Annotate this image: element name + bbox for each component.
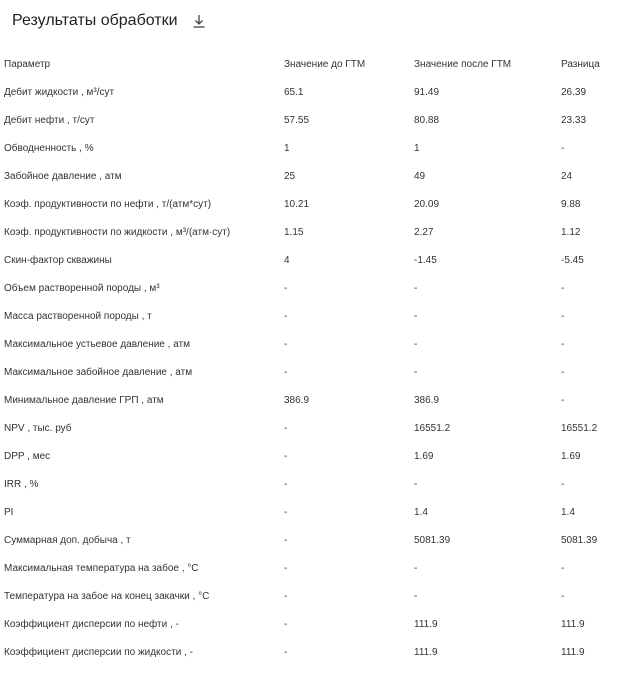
page-header bbox=[12, 12, 206, 30]
parameter-cell: Коэф. продуктивности по нефти , т/(атм*сут) bbox=[4, 198, 212, 210]
after-value-cell: 5081.39 bbox=[414, 534, 451, 546]
after-value-cell: - bbox=[414, 590, 418, 602]
parameter-cell: NPV , тыс. руб bbox=[4, 422, 72, 434]
after-value-cell: 111.9 bbox=[414, 646, 438, 658]
before-value-cell: - bbox=[284, 618, 288, 630]
table-row bbox=[0, 442, 641, 470]
after-value-cell: 80.88 bbox=[414, 114, 440, 126]
difference-cell: 9.88 bbox=[561, 198, 581, 210]
difference-cell: 24 bbox=[561, 170, 573, 182]
after-value-cell: 2.27 bbox=[414, 226, 434, 238]
before-value-cell: - bbox=[284, 310, 288, 322]
after-value-cell: -1.45 bbox=[414, 254, 437, 266]
before-value-cell: 4 bbox=[284, 254, 290, 266]
difference-cell: - bbox=[561, 142, 565, 154]
column-header-difference: Разница bbox=[561, 58, 600, 70]
parameter-cell: Коэффициент дисперсии по нефти , - bbox=[4, 618, 179, 630]
parameter-cell: Суммарная доп. добыча , т bbox=[4, 534, 131, 546]
parameter-cell: Масса растворенной породы , т bbox=[4, 310, 152, 322]
table-row bbox=[0, 106, 641, 134]
before-value-cell: 25 bbox=[284, 170, 296, 182]
parameter-cell: Обводненность , % bbox=[4, 142, 94, 154]
difference-cell: 1.69 bbox=[561, 450, 581, 462]
parameter-cell: PI bbox=[4, 506, 14, 518]
difference-cell: 26.39 bbox=[561, 86, 587, 98]
parameter-cell: Коэф. продуктивности по жидкости , м³/(атм·сут) bbox=[4, 226, 231, 238]
before-value-cell: 57.55 bbox=[284, 114, 310, 126]
table-row bbox=[0, 610, 641, 638]
difference-cell: 23.33 bbox=[561, 114, 587, 126]
results-table bbox=[0, 50, 641, 666]
after-value-cell: 16551.2 bbox=[414, 422, 451, 434]
parameter-cell: Максимальное забойное давление , атм bbox=[4, 366, 193, 378]
after-value-cell: 20.09 bbox=[414, 198, 440, 210]
after-value-cell: - bbox=[414, 282, 418, 294]
before-value-cell: - bbox=[284, 366, 288, 378]
parameter-cell: Минимальное давление ГРП , атм bbox=[4, 394, 164, 406]
before-value-cell: - bbox=[284, 478, 288, 490]
table-row bbox=[0, 554, 641, 582]
before-value-cell: - bbox=[284, 450, 288, 462]
difference-cell: 1.12 bbox=[561, 226, 581, 238]
difference-cell: - bbox=[561, 310, 565, 322]
table-row bbox=[0, 582, 641, 610]
table-row bbox=[0, 274, 641, 302]
parameter-cell: Объем растворенной породы , м³ bbox=[4, 282, 160, 294]
after-value-cell: - bbox=[414, 310, 418, 322]
difference-cell: - bbox=[561, 338, 565, 350]
difference-cell: 1.4 bbox=[561, 506, 575, 518]
after-value-cell: 91.49 bbox=[414, 86, 440, 98]
difference-cell: - bbox=[561, 562, 565, 574]
difference-cell: - bbox=[561, 394, 565, 406]
table-row bbox=[0, 358, 641, 386]
table-row bbox=[0, 498, 641, 526]
after-value-cell: - bbox=[414, 338, 418, 350]
parameter-cell: Забойное давление , атм bbox=[4, 170, 122, 182]
column-header-after: Значение после ГТМ bbox=[414, 58, 512, 70]
table-row bbox=[0, 78, 641, 106]
column-header-parameter: Параметр bbox=[4, 58, 51, 70]
before-value-cell: 65.1 bbox=[284, 86, 304, 98]
difference-cell: - bbox=[561, 366, 565, 378]
parameter-cell: Температура на забое на конец закачки , °C bbox=[4, 590, 210, 602]
after-value-cell: 386.9 bbox=[414, 394, 440, 406]
table-row bbox=[0, 638, 641, 666]
table-row bbox=[0, 526, 641, 554]
table-row bbox=[0, 246, 641, 274]
parameter-cell: Максимальное устьевое давление , атм bbox=[4, 338, 191, 350]
difference-cell: - bbox=[561, 282, 565, 294]
parameter-cell: Скин-фактор скважины bbox=[4, 254, 112, 266]
difference-cell: - bbox=[561, 478, 565, 490]
after-value-cell: - bbox=[414, 366, 418, 378]
before-value-cell: 386.9 bbox=[284, 394, 310, 406]
before-value-cell: 10.21 bbox=[284, 198, 310, 210]
parameter-cell: IRR , % bbox=[4, 478, 39, 490]
after-value-cell: 111.9 bbox=[414, 618, 438, 630]
difference-cell: 111.9 bbox=[561, 646, 585, 658]
before-value-cell: - bbox=[284, 562, 288, 574]
parameter-cell: Максимальная температура на забое , °C bbox=[4, 562, 199, 574]
after-value-cell: 1 bbox=[414, 142, 420, 154]
difference-cell: -5.45 bbox=[561, 254, 584, 266]
table-row bbox=[0, 470, 641, 498]
parameter-cell: Дебит жидкости , м³/сут bbox=[4, 86, 115, 98]
table-header-row bbox=[0, 50, 641, 78]
before-value-cell: - bbox=[284, 282, 288, 294]
table-row bbox=[0, 414, 641, 442]
column-header-before: Значение до ГТМ bbox=[284, 58, 366, 70]
difference-cell: 5081.39 bbox=[561, 534, 598, 546]
table-row bbox=[0, 386, 641, 414]
before-value-cell: - bbox=[284, 534, 288, 546]
table-row bbox=[0, 134, 641, 162]
before-value-cell: - bbox=[284, 646, 288, 658]
parameter-cell: Дебит нефти , т/сут bbox=[4, 114, 95, 126]
after-value-cell: 1.69 bbox=[414, 450, 434, 462]
download-icon[interactable] bbox=[192, 13, 206, 29]
table-row bbox=[0, 162, 641, 190]
table-row bbox=[0, 330, 641, 358]
before-value-cell: - bbox=[284, 506, 288, 518]
before-value-cell: - bbox=[284, 338, 288, 350]
parameter-cell: DPP , мес bbox=[4, 450, 51, 462]
after-value-cell: - bbox=[414, 478, 418, 490]
page-title: Результаты обработки bbox=[12, 12, 178, 29]
before-value-cell: - bbox=[284, 590, 288, 602]
after-value-cell: 1.4 bbox=[414, 506, 428, 518]
before-value-cell: - bbox=[284, 422, 288, 434]
table-row bbox=[0, 218, 641, 246]
difference-cell: 16551.2 bbox=[561, 422, 598, 434]
before-value-cell: 1 bbox=[284, 142, 290, 154]
table-row bbox=[0, 190, 641, 218]
after-value-cell: - bbox=[414, 562, 418, 574]
after-value-cell: 49 bbox=[414, 170, 426, 182]
difference-cell: 111.9 bbox=[561, 618, 585, 630]
table-row bbox=[0, 302, 641, 330]
before-value-cell: 1.15 bbox=[284, 226, 304, 238]
parameter-cell: Коэффициент дисперсии по жидкости , - bbox=[4, 646, 193, 658]
difference-cell: - bbox=[561, 590, 565, 602]
